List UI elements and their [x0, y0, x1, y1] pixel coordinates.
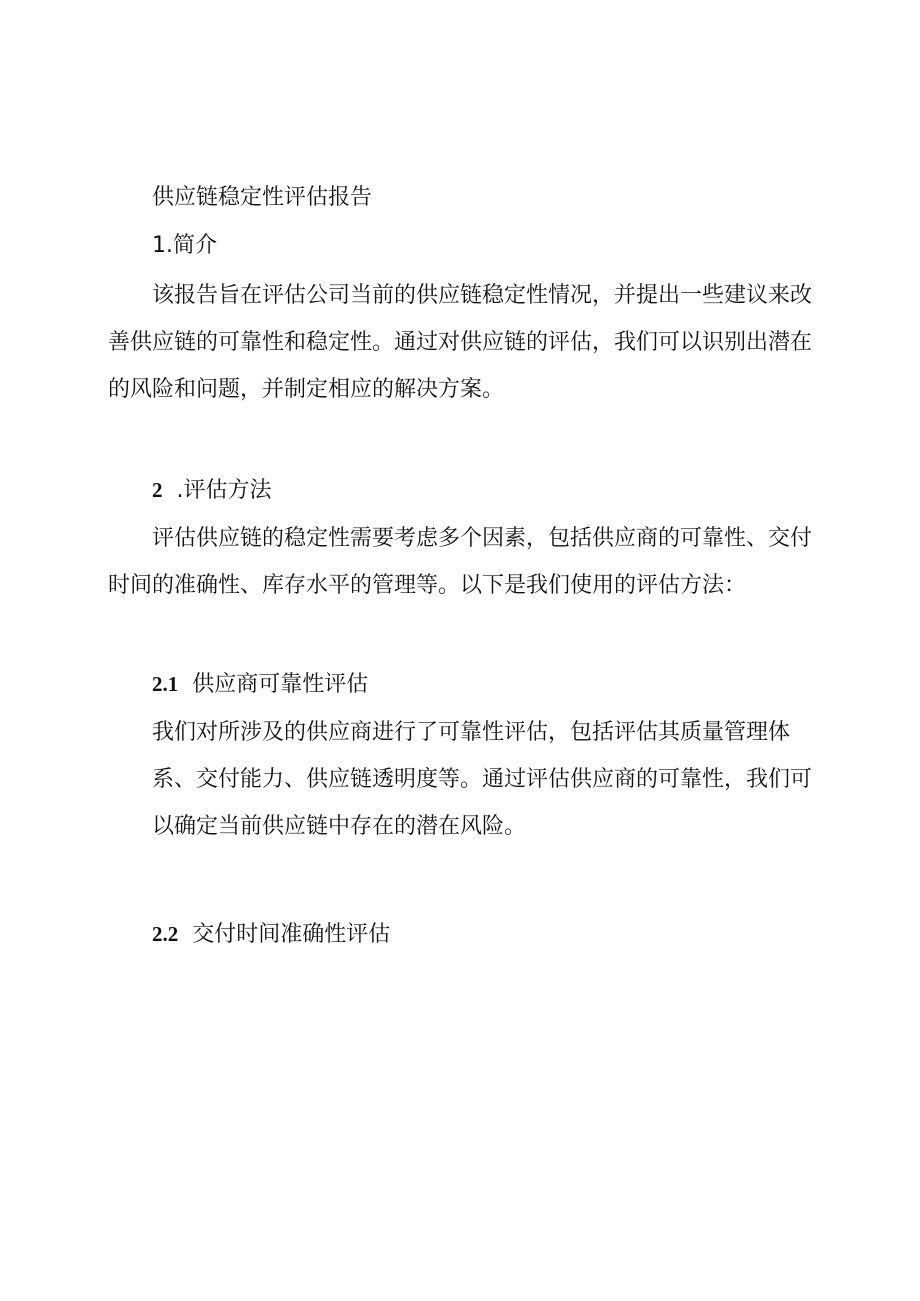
section-2-1-heading	[152, 668, 368, 701]
section-2-number: 2	[152, 478, 163, 502]
section-1-paragraph: 该报告旨在评估公司当前的供应链稳定性情况，并提出一些建议来改善供应链的可靠性和稳定性。通过对供应链的评估，我们可以识别出潜在的风险和问题，并制定相应的解决方案。	[108, 283, 813, 402]
section-2-2-title: 交付时间准确性评估	[192, 922, 391, 947]
document-title: 供应链稳定性评估报告	[152, 185, 373, 210]
section-2-title: .评估方法	[176, 478, 272, 503]
section-2-2-number: 2.2	[152, 922, 179, 946]
section-2-1-title: 供应商可靠性评估	[192, 672, 369, 697]
section-2-1-paragraph: 我们对所涉及的供应商进行了可靠性评估，包括评估其质量管理体系、交付能力、供应链透明度等。通过评估供应商的可靠性，我们可以确定当前供应链中存在的潜在风险。	[152, 720, 813, 839]
section-1-heading: 1.简介	[152, 233, 217, 258]
section-2-heading	[152, 474, 272, 507]
section-2-2-heading	[152, 918, 390, 951]
section-2-paragraph: 评估供应链的稳定性需要考虑多个因素，包括供应商的可靠性、交付时间的准确性、库存水平的管理等。以下是我们使用的评估方法：	[108, 526, 813, 598]
section-2-1-number: 2.1	[152, 672, 179, 696]
